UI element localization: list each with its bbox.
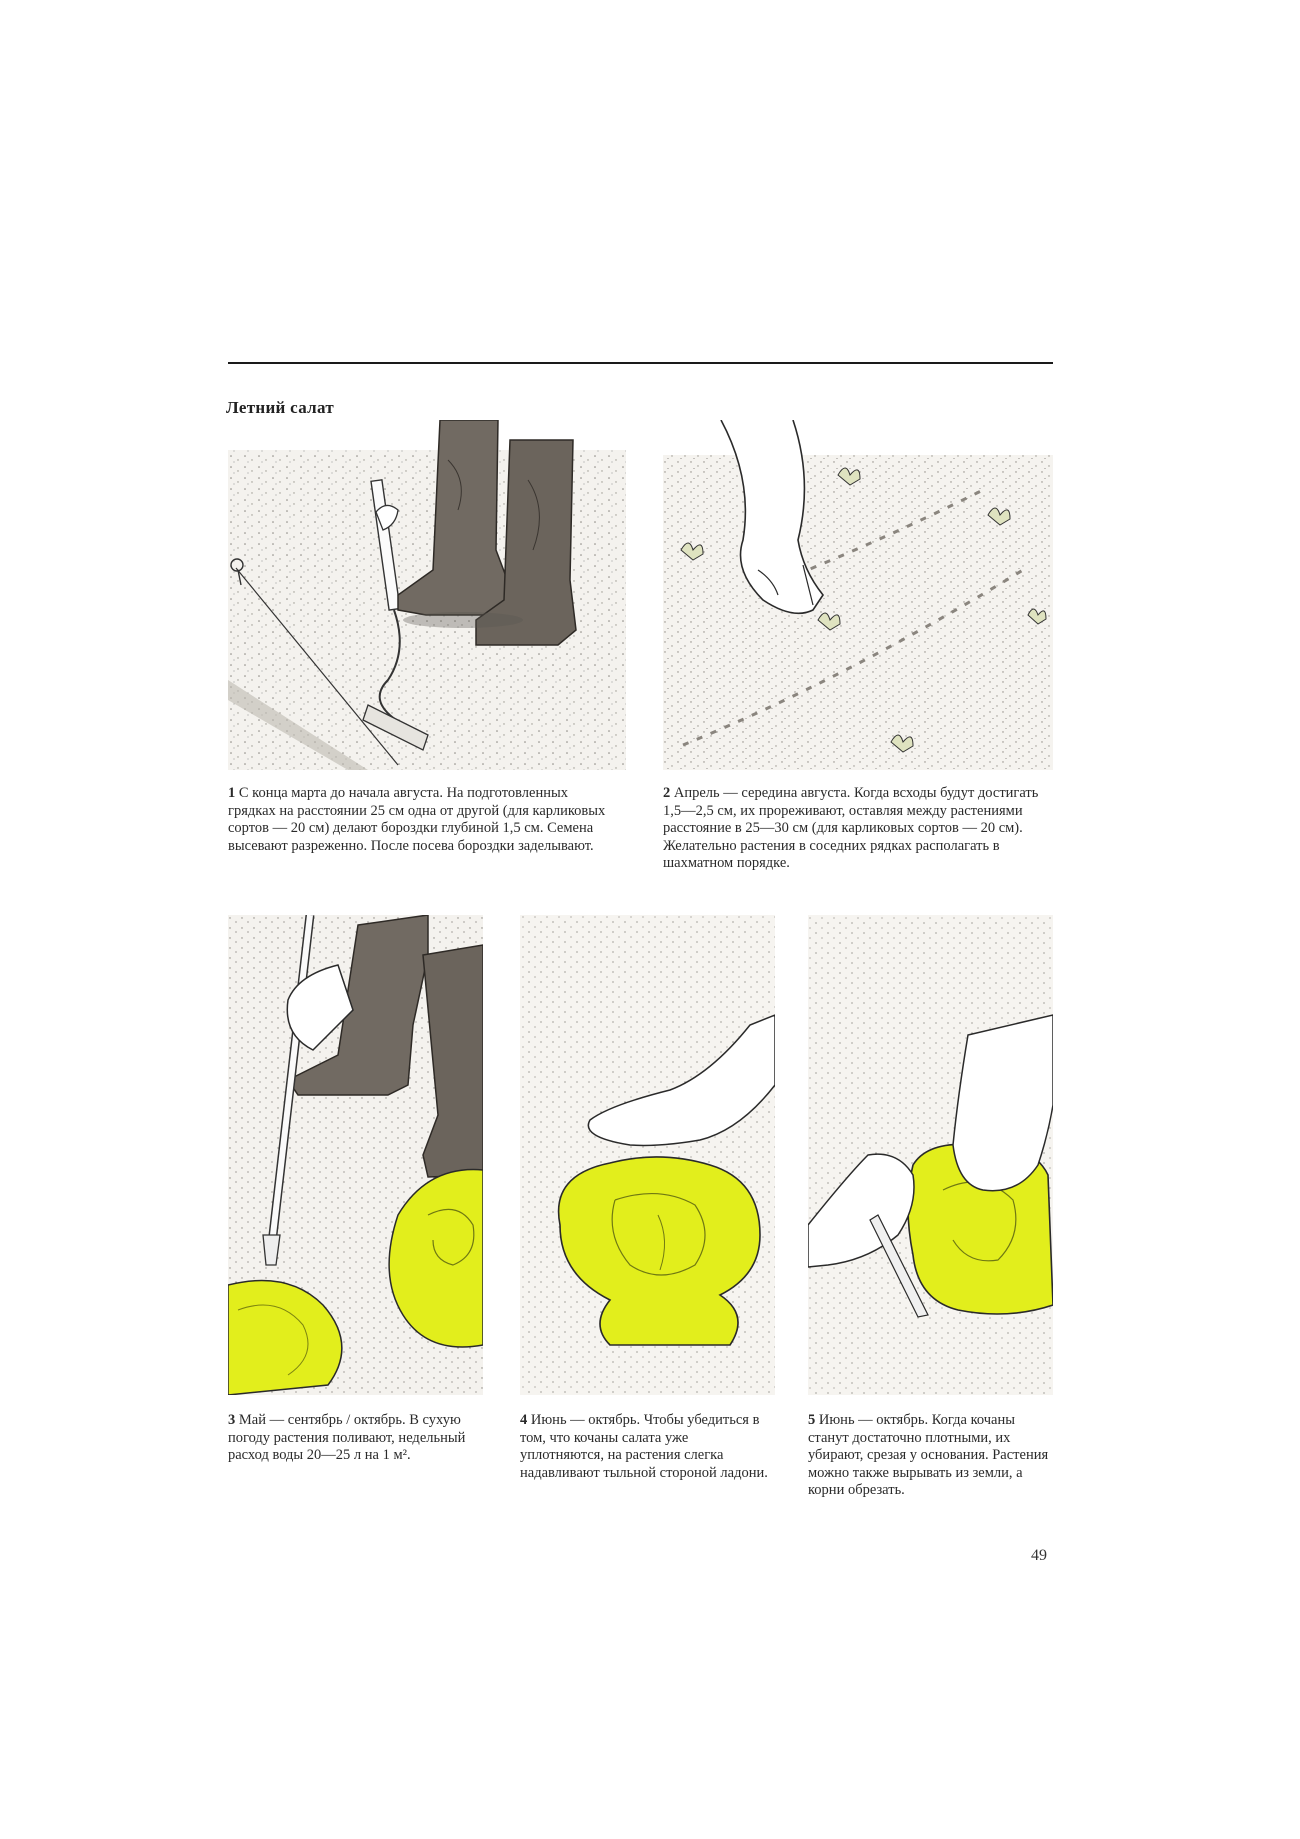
hand-seedlings-illustration [663,420,1053,770]
step-number: 5 [808,1412,816,1428]
step-caption: С конца марта до начала августа. На подготовленных грядках на расстоянии 25 см одна от другой (для карликовых сортов — 20 см) делают бороздки глубиной 1,5 см. Семена высевают разреженно. После посева бороздки заделывают. [228,785,606,854]
step-caption: Июнь — октябрь. Чтобы убедиться в том, что кочаны салата уже уплотняются, на растения слегка надавливают тыльной стороной ладони. [520,1412,768,1481]
caption-step-2 [663,785,1053,873]
step-number: 4 [520,1412,528,1428]
caption-step-5 [808,1412,1053,1500]
step-number: 1 [228,785,236,801]
illustration-step-5 [808,915,1053,1395]
illustration-step-1 [228,420,626,770]
page-number: 49 [1031,1547,1047,1564]
watering-illustration [228,915,483,1395]
step-caption: Июнь — октябрь. Когда кочаны станут достаточно плотными, их убирают, срезая у основания. Растения можно также вырывать из земли, а корни обрезать. [808,1412,1049,1498]
step-number: 2 [663,785,671,801]
step-caption: Апрель — середина августа. Когда всходы будут достигать 1,5—2,5 см, их прореживают, оставляя между растениями расстояние в 25—30 см (для карликовых сортов — 20 см). Желательно растения в соседних рядках располагать в шахматном порядке. [663,785,1039,871]
caption-step-1 [228,785,610,855]
section-title: Летний салат [226,398,335,417]
pressing-head-illustration [520,915,775,1395]
top-rule [228,362,1053,364]
caption-step-3 [228,1412,478,1465]
illustration-step-4 [520,915,775,1395]
step-caption: Май — сентябрь / октябрь. В сухую погоду растения поливают, недельный расход воды 20—25 л на 1 м². [228,1412,466,1463]
cutting-head-illustration [808,915,1053,1395]
caption-step-4 [520,1412,770,1482]
step-number: 3 [228,1412,236,1428]
illustration-step-3 [228,915,483,1395]
boots-hoe-illustration [228,420,626,770]
illustration-step-2 [663,420,1053,770]
